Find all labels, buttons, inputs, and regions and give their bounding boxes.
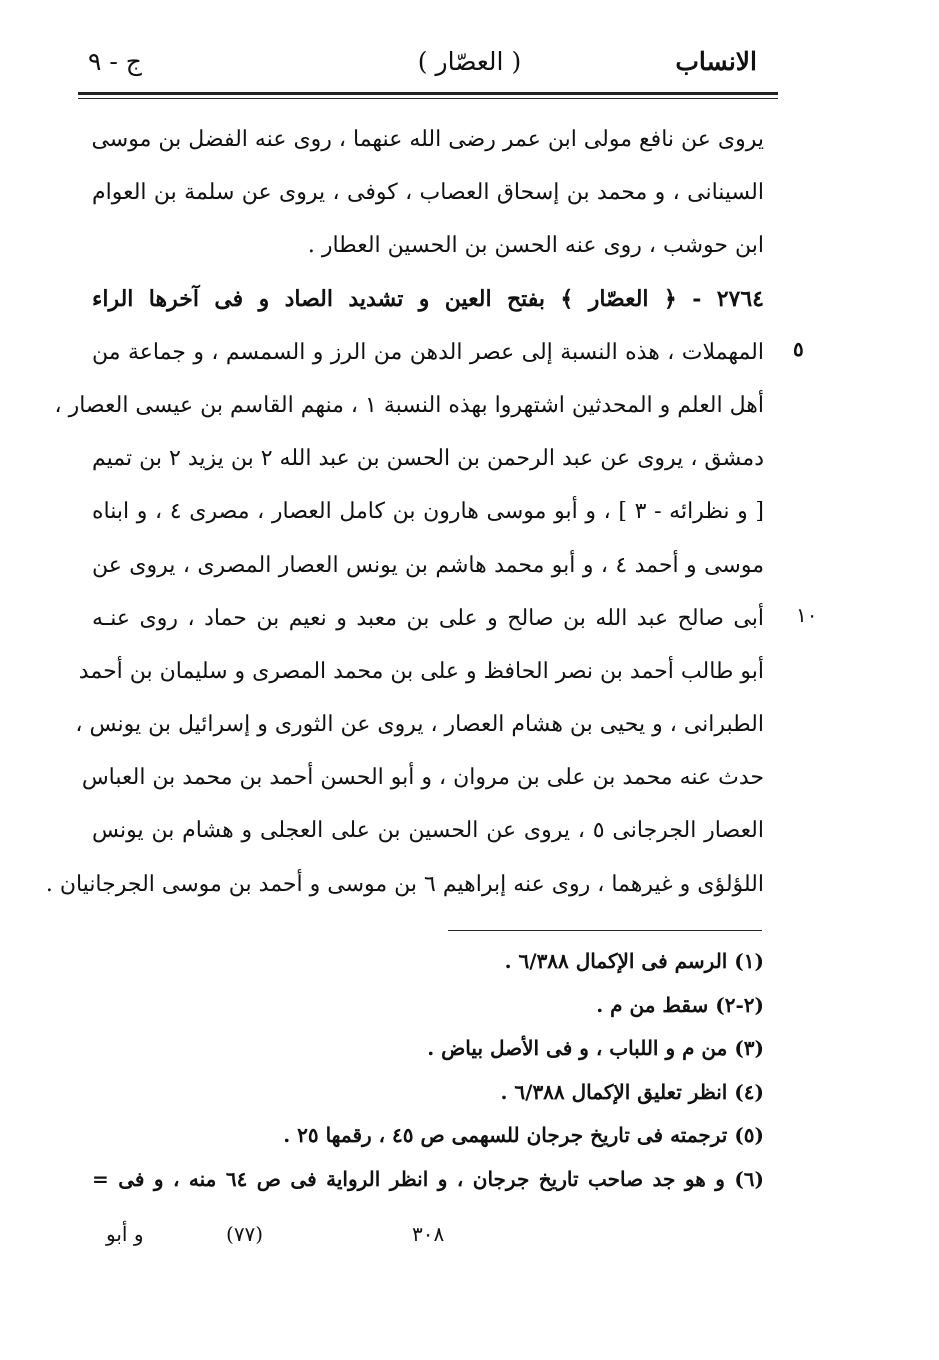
signature-mark: (٧٧) (226, 1222, 264, 1246)
margin-line-number: ١٠ (796, 603, 818, 627)
entry-line: ٢٧٦٤ - ﴿ العصّار ﴾ بفتح العين و تشديد الصاد و فى آخرها الراء (92, 285, 764, 312)
text-line: اللؤلؤى و غيرهما ، روى عنه إبراهيم ٦ بن موسى و أحمد بن موسى الجرجانيان . (45, 871, 764, 897)
text-line: حدث عنه محمد بن على بن مروان ، و أبو الحسن أحمد بن محمد بن العباس (81, 765, 764, 791)
main-text (45, 113, 764, 911)
text-line: أبو طالب أحمد بن نصر الحافظ و على بن محمد المصرى و سليمان بن أحمد (78, 658, 764, 684)
footnote: (٤) انظر تعليق الإكمال ٦/٣٨٨ . (500, 1079, 764, 1104)
catchword: و أبو (106, 1222, 144, 1246)
volume-number: ج - ٩ (88, 47, 142, 76)
page-number: ٣٠٨ (412, 1222, 445, 1246)
footnote: (٢-٢) سقط من م . (596, 992, 764, 1017)
text-line: موسى و أحمد ٤ ، و أبو محمد هاشم بن يونس العصار المصرى ، يروى عن (92, 552, 764, 578)
text-line: العصار الجرجانى ٥ ، يروى عن الحسين بن على العجلى و هشام بن يونس (92, 818, 764, 844)
footnote: (٦) و هو جد صاحب تاريخ جرجان ، و انظر الرواية فى ص ٦٤ منه ، و فى = (92, 1166, 764, 1191)
entry-heading: ( العصّار ) (417, 47, 522, 76)
footnote: (١) الرسم فى الإكمال ٦/٣٨٨ . (504, 949, 764, 973)
header-rule-thin (78, 98, 778, 99)
text-line: المهملات ، هذه النسبة إلى عصر الدهن من الرز و السمسم ، و جماعة من (92, 339, 764, 365)
footnote: (٣) من م و اللباب ، و فى الأصل بياض . (427, 1036, 764, 1060)
text-line: الطبرانى ، و يحيى بن هشام العصار ، يروى عن الثورى و إسرائيل بن يونس ، (75, 712, 764, 738)
text-line: [ و نظرائه - ٣ ] ، و أبو موسى هارون بن كامل العصار ، مصرى ٤ ، و ابناه (92, 499, 764, 525)
text-line: ابن حوشب ، روى عنه الحسن بن الحسين العطار . (307, 233, 764, 259)
text-line: أبى صالح عبد الله بن صالح و على بن معبد و نعيم بن حماد ، روى عنـه (92, 605, 764, 631)
text-line: السينانى ، و محمد بن إسحاق العصاب ، كوفى ، يروى عن سلمة بن العوام (92, 180, 764, 206)
text-line: يروى عن نافع مولى ابن عمر رضى الله عنهما ، روى عنه الفضل بن موسى (91, 127, 764, 152)
footnote: (٥) ترجمته فى تاريخ جرجان للسهمى ص ٤٥ ، رقمها ٢٥ . (283, 1123, 764, 1147)
margin-line-number: ٥ (793, 337, 804, 361)
running-title: الانساب (675, 47, 757, 76)
header-rule-thick (78, 92, 778, 95)
text-line: دمشق ، يروى عن عبد الرحمن بن الحسن بن عبد الله ٢ بن يزيد ٢ بن تميم (92, 446, 764, 472)
footnotes (92, 940, 764, 1201)
footnote-rule (448, 930, 762, 931)
text-line: أهل العلم و المحدثين اشتهروا بهذه النسبة ١ ، منهم القاسم بن عيسى العصار ، (54, 392, 764, 418)
